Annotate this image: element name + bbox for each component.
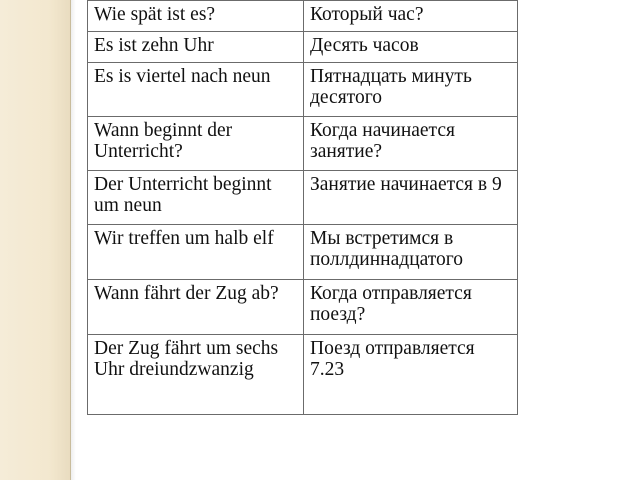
table-row bbox=[88, 335, 518, 415]
german-phrase-cell: Es is viertel nach neun bbox=[88, 63, 304, 117]
russian-translation-cell: Когда начинается занятие? bbox=[304, 117, 518, 171]
russian-translation-cell: Поезд отправляется 7.23 bbox=[304, 335, 518, 415]
german-phrase-cell: Wann fährt der Zug ab? bbox=[88, 280, 304, 335]
phrase-table bbox=[87, 0, 518, 415]
russian-translation-cell: Занятие начинается в 9 bbox=[304, 171, 518, 225]
german-phrase-cell: Der Unterricht beginnt um neun bbox=[88, 171, 304, 225]
german-phrase-cell: Es ist zehn Uhr bbox=[88, 32, 304, 63]
german-phrase-cell: Der Zug fährt um sechs Uhr dreiundzwanzig bbox=[88, 335, 304, 415]
table-row bbox=[88, 171, 518, 225]
table-row bbox=[88, 117, 518, 171]
table-row bbox=[88, 63, 518, 117]
table-row bbox=[88, 225, 518, 280]
slide-margin-strip bbox=[0, 0, 71, 480]
table-row bbox=[88, 1, 518, 32]
german-phrase-cell: Wann beginnt der Unterricht? bbox=[88, 117, 304, 171]
german-phrase-cell: Wir treffen um halb elf bbox=[88, 225, 304, 280]
russian-translation-cell: Который час? bbox=[304, 1, 518, 32]
russian-translation-cell: Десять часов bbox=[304, 32, 518, 63]
table-row bbox=[88, 280, 518, 335]
table-row bbox=[88, 32, 518, 63]
russian-translation-cell: Мы встретимся в поллдиннадцатого bbox=[304, 225, 518, 280]
german-phrase-cell: Wie spät ist es? bbox=[88, 1, 304, 32]
russian-translation-cell: Пятнадцать минуть десятого bbox=[304, 63, 518, 117]
russian-translation-cell: Когда отправляется поезд? bbox=[304, 280, 518, 335]
